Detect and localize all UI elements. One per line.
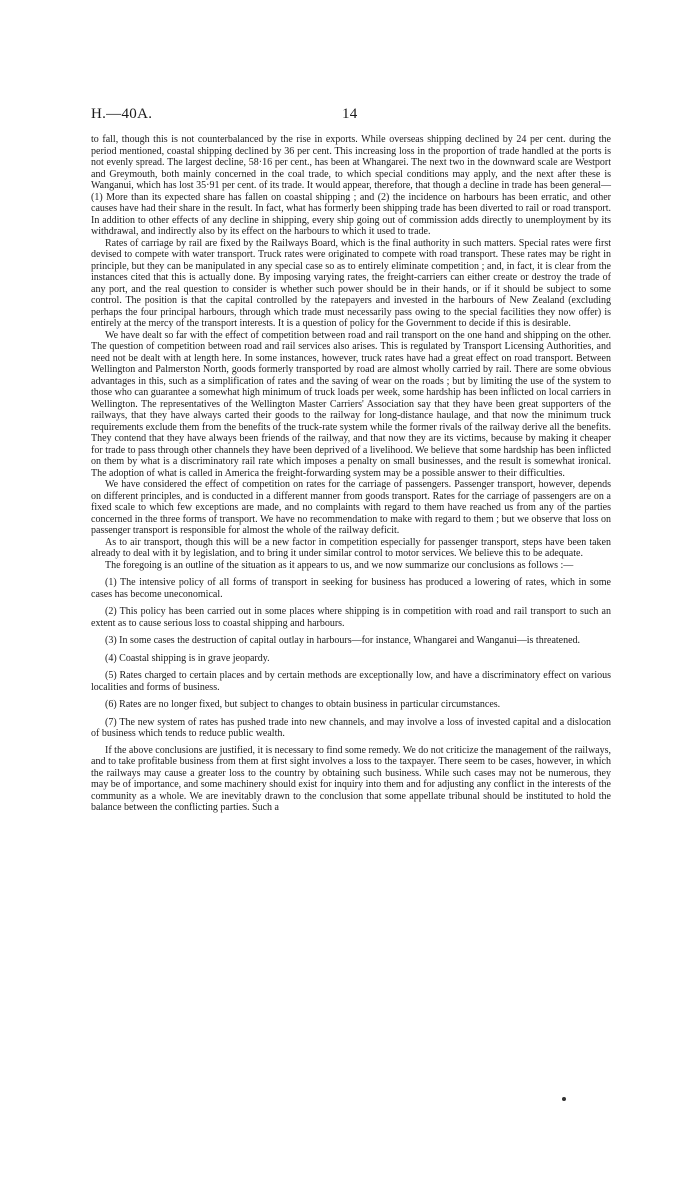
paragraph: to fall, though this is not counterbalanced by the rise in exports. While overseas shipping declined by 24 per cent. during the period mentioned, coastal shipping declined by 36 per cent. This increasing loss in the proportion of trade handled at the ports is not evenly spread. The largest decline, 58·16 per cent., has been at Whangarei. The next two in the downward scale are Westport and Greymouth, both mainly concerned in the coal trade, to which special conditions may apply, and the next after these is Wanganui, which has lost 35·91 per cent. of its trade. It would appear, therefore, that though a decline in trade has been general—(1) More than its expected share has fallen on coastal shipping ; and (2) the incidence on harbours has been erratic, and other causes have had their share in the result. In fact, what has formerly been shipping trade has been diverted to rail or road transport. In addition to other effects of any decline in shipping, every ship going out of commission adds directly to unemployment by its withdrawal, and indirectly also by its effect on the harbours to which it used to trade. [91,134,611,237]
paragraph: We have dealt so far with the effect of competition between road and rail transport on the one hand and shipping on the other. The question of competition between road and rail services also arises. This is regulated by Transport Licensing Authorities, and need not be dealt with at length here. In some instances, however, truck rates have had a great effect on road transport. Between Wellington and Palmerston North, goods formerly transported by road are almost wholly carried by rail. There are some obvious advantages in this, such as a simplification of rates and the saving of wear on the roads ; but by limiting the use of the system to those who can guarantee a somewhat high minimum of truck loads per week, some hardship has been inflicted on local carriers in Wellington. The representatives of the Wellington Master Carriers' Association say that they have been great supporters of the railways, that they have always carted their goods to the railway for long-distance haulage, and that now the minimum truck requirements exclude them from the benefits of the truck-rate system while the former rivals of the railway derive all the benefits. They contend that they have always been friends of the railway, and that now they are its victims, because by making it cheaper for trade to pass through other channels they have been deprived of a livelihood. We believe that some hardship has been inflicted on them by what is a discriminatory rail rate which imposes a penalty on small businesses, and the result is somewhat ironical. The adoption of what is called in America the freight-forwarding system may be a possible answer to their difficulties. [91,329,611,479]
conclusion-item: (5) Rates charged to certain places and by certain methods are exceptionally low, and have a discriminatory effect on various localities and forms of business. [91,670,611,693]
page-number: 14 [342,106,358,122]
conclusion-item: (4) Coastal shipping is in grave jeopardy. [105,652,270,664]
paragraph: The foregoing is an outline of the situation as it appears to us, and we now summarize our conclusions as follows :— [105,559,574,571]
closing-paragraph: If the above conclusions are justified, it is necessary to find some remedy. We do not criticize the management of the railways, and to take profitable business from them at first sight involves a loss to the taxpayer. There seem to be cases, however, in which the railways may cause a greater loss to the country by obtaining such business. While such cases may not be numerous, they may be of importance, and some machinery should exist for inquiry into them and for adjusting any conflict in the interests of the community as a whole. We are inevitably drawn to the conclusion that some appellate tribunal should be instituted to hold the balance between the conflicting parties. Such a [91,744,611,813]
paragraph: Rates of carriage by rail are fixed by the Railways Board, which is the final authority in such matters. Special rates were first devised to compete with water transport. Truck rates were originated to compete with road transport. These rates may be right in principle, but they can be manipulated in any special case so as to entirely eliminate competition ; and, in fact, it is clear from the instances cited that this is actually done. By imposing varying rates, the freight-carriers can either create or destroy the trade of any port, and the real question to consider is whether such power should be in their hands, or if it should be subject to some control. The position is that the capital controlled by the ratepayers and invested in the harbours of New Zealand (excluding perhaps the four principal harbours, through which trade must necessarily pass owing to the special facilities they now offer) is entirely at the mercy of the transport interests. It is a question of policy for the Government to decide if this is desirable. [91,237,611,329]
conclusion-item: (3) In some cases the destruction of capital outlay in harbours—for instance, Whangarei and Wanganui—is threatened. [105,635,581,646]
conclusion-item: (6) Rates are no longer fixed, but subject to changes to obtain business in particular circumstances. [105,699,501,710]
document-reference: H.—40A. [91,106,153,122]
paragraph: As to air transport, though this will be a new factor in competition especially for passenger transport, steps have been taken already to deal with it by legislation, and to bring it under similar control to motor services. We believe this to be adequate. [91,536,611,559]
conclusion-item: (7) The new system of rates has pushed trade into new channels, and may involve a loss of invested capital and a dislocation of business which tends to reduce public wealth. [91,716,611,739]
conclusion-item: (2) This policy has been carried out in some places where shipping is in competition with road and rail transport to such an extent as to cause serious loss to coastal shipping and harbours. [91,606,611,629]
document-body [91,134,611,814]
ink-dot [562,1097,566,1101]
conclusion-item: (1) The intensive policy of all forms of transport in seeking for business has produced a lowering of rates, which in some cases has become uneconomical. [91,577,611,600]
paragraph: We have considered the effect of competition on rates for the carriage of passengers. Passenger transport, however, depends on different principles, and is conducted in a different manner from goods transport. Rates for the carriage of passengers are on a fixed scale to which few exceptions are made, and no complaints with regard to them have reached us from any of the parties concerned in the three forms of transport. We have no recommendation to make with regard to them ; but we observe that loss on passenger transport is responsible for almost the whole of the railway deficit. [91,479,611,536]
page-header [91,106,611,126]
